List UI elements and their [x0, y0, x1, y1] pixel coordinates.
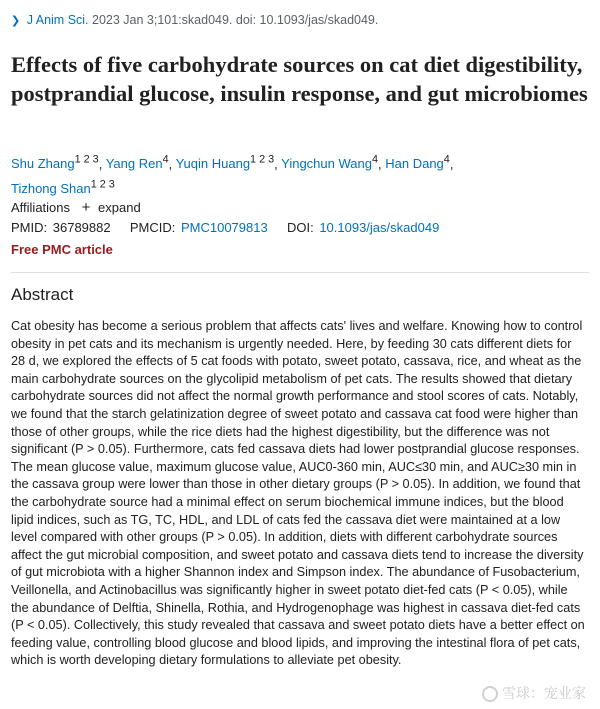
pmcid-link[interactable]: PMC10079813: [180, 220, 268, 235]
author-item[interactable]: [11, 178, 115, 196]
author-affiliation-refs[interactable]: 4: [162, 154, 169, 166]
citation-line: [11, 13, 378, 27]
author-list: [11, 150, 571, 199]
watermark-text: 雪球：宠业家: [502, 685, 586, 701]
identifiers-row: [11, 220, 439, 235]
chevron-right-icon[interactable]: ❯: [11, 15, 21, 27]
pmid-value: 36789882: [52, 220, 111, 235]
journal-link[interactable]: J Anim Sci.: [26, 13, 89, 27]
author-affiliation-refs[interactable]: 1 2 3: [250, 154, 275, 166]
author-name[interactable]: Shu Zhang: [11, 156, 75, 172]
doi-link[interactable]: 10.1093/jas/skad049: [319, 220, 440, 235]
author-name[interactable]: Tizhong Shan: [11, 180, 91, 196]
author-name[interactable]: Han Dang: [385, 156, 444, 172]
watermark: [482, 683, 586, 703]
article-title: Effects of five carbohydrate sources on cat diet digestibility, postprandial glucose, insulin response, and gut microbiomes: [11, 52, 588, 106]
author-item[interactable]: [11, 156, 99, 171]
author-separator: ,: [98, 156, 106, 172]
abstract-heading: Abstract: [11, 285, 74, 304]
author-item[interactable]: [106, 156, 169, 171]
author-separator: ,: [274, 156, 282, 172]
author-name[interactable]: Yuqin Huang: [175, 156, 251, 172]
author-name[interactable]: Yingchun Wang: [281, 156, 372, 172]
author-separator: ,: [378, 156, 386, 172]
pmcid-label: PMCID:: [129, 220, 176, 235]
abstract-text: Cat obesity has become a serious problem that affects cats' lives and welfare. Knowing how to control obesity in pet cats and its mechanism is urgently needed. Here, by feeding 30 cats different diets for 28 d, we explored the effects of 5 cat foods with potato, sweet potato, cassava, rice, and wheat as the main carbohydrate sources on the glycolipid metabolism of pet cats. The results showed that dietary carbohydrate sources did not affect the normal growth performance and stool scores of cats. Notably, we found that the starch gelatinization degree of sweet potato and cassava cat food were higher than those of other groups, while the rice diets had the highest digestibility, but the difference was not significant (P > 0.05). Furthermore, cats fed cassava diets had lower postprandial glucose responses. The mean glucose value, maximum glucose value, AUC0-360 min, AUC≤30 min, and AUC≥30 min in the cassava group were lower than those in other dietary groups (P > 0.05). In addition, we found that the carbohydrate source had a minimal effect on serum biochemical immune indices, but the blood lipid indices, such as TG, TC, HDL, and LDL of cats fed the cassava diet were maintained at a low level compared with other groups (P > 0.05). In addition, diets with different carbohydrate sources affect the gut microbial composition, and sweet potato and cassava diets tend to increase the diversity of gut microbiota with a higher Shannon index and Simpson index. The abundance of Fusobacterium, Veillonella, and Actinobacillus was significantly higher in sweet potato diet-fed cats (P < 0.05), while the abundance of Delftia, Shinella, Rothia, and Hydrogenophage was highest in cassava diet-fed cats (P < 0.05). Collectively, this study revealed that cassava and sweet potato diets have a better effect on feeding value, controlling blood glucose and blood lipids, and improving the intestinal flora of pet cats, which is worth developing dietary formulations to alleviate pet obesity.: [11, 319, 585, 668]
author-affiliation-refs[interactable]: 4: [443, 154, 450, 166]
author-affiliation-refs[interactable]: 1 2 3: [90, 178, 115, 191]
author-item[interactable]: [176, 156, 275, 171]
author-name[interactable]: Yang Ren: [105, 156, 163, 172]
author-item[interactable]: [281, 156, 378, 171]
affiliations-label[interactable]: Affiliations: [11, 200, 71, 215]
author-separator: ,: [449, 156, 454, 172]
author-affiliation-refs[interactable]: 4: [371, 154, 378, 166]
snowball-logo-icon: [482, 686, 498, 702]
doi-label: DOI:: [286, 220, 314, 235]
pmid-label: PMID:: [11, 220, 48, 235]
citation-details: 2023 Jan 3;101:skad049. doi: 10.1093/jas/skad049.: [92, 13, 379, 27]
plus-icon[interactable]: +: [81, 199, 91, 216]
section-divider: [11, 272, 589, 273]
affiliations-toggle[interactable]: [11, 199, 141, 216]
free-article-badge: [11, 242, 113, 257]
author-item[interactable]: [385, 156, 450, 171]
free-article-label: Free PMC article: [11, 242, 113, 257]
author-affiliation-refs[interactable]: 1 2 3: [74, 154, 99, 166]
expand-link[interactable]: expand: [98, 200, 141, 215]
author-separator: ,: [168, 156, 176, 172]
